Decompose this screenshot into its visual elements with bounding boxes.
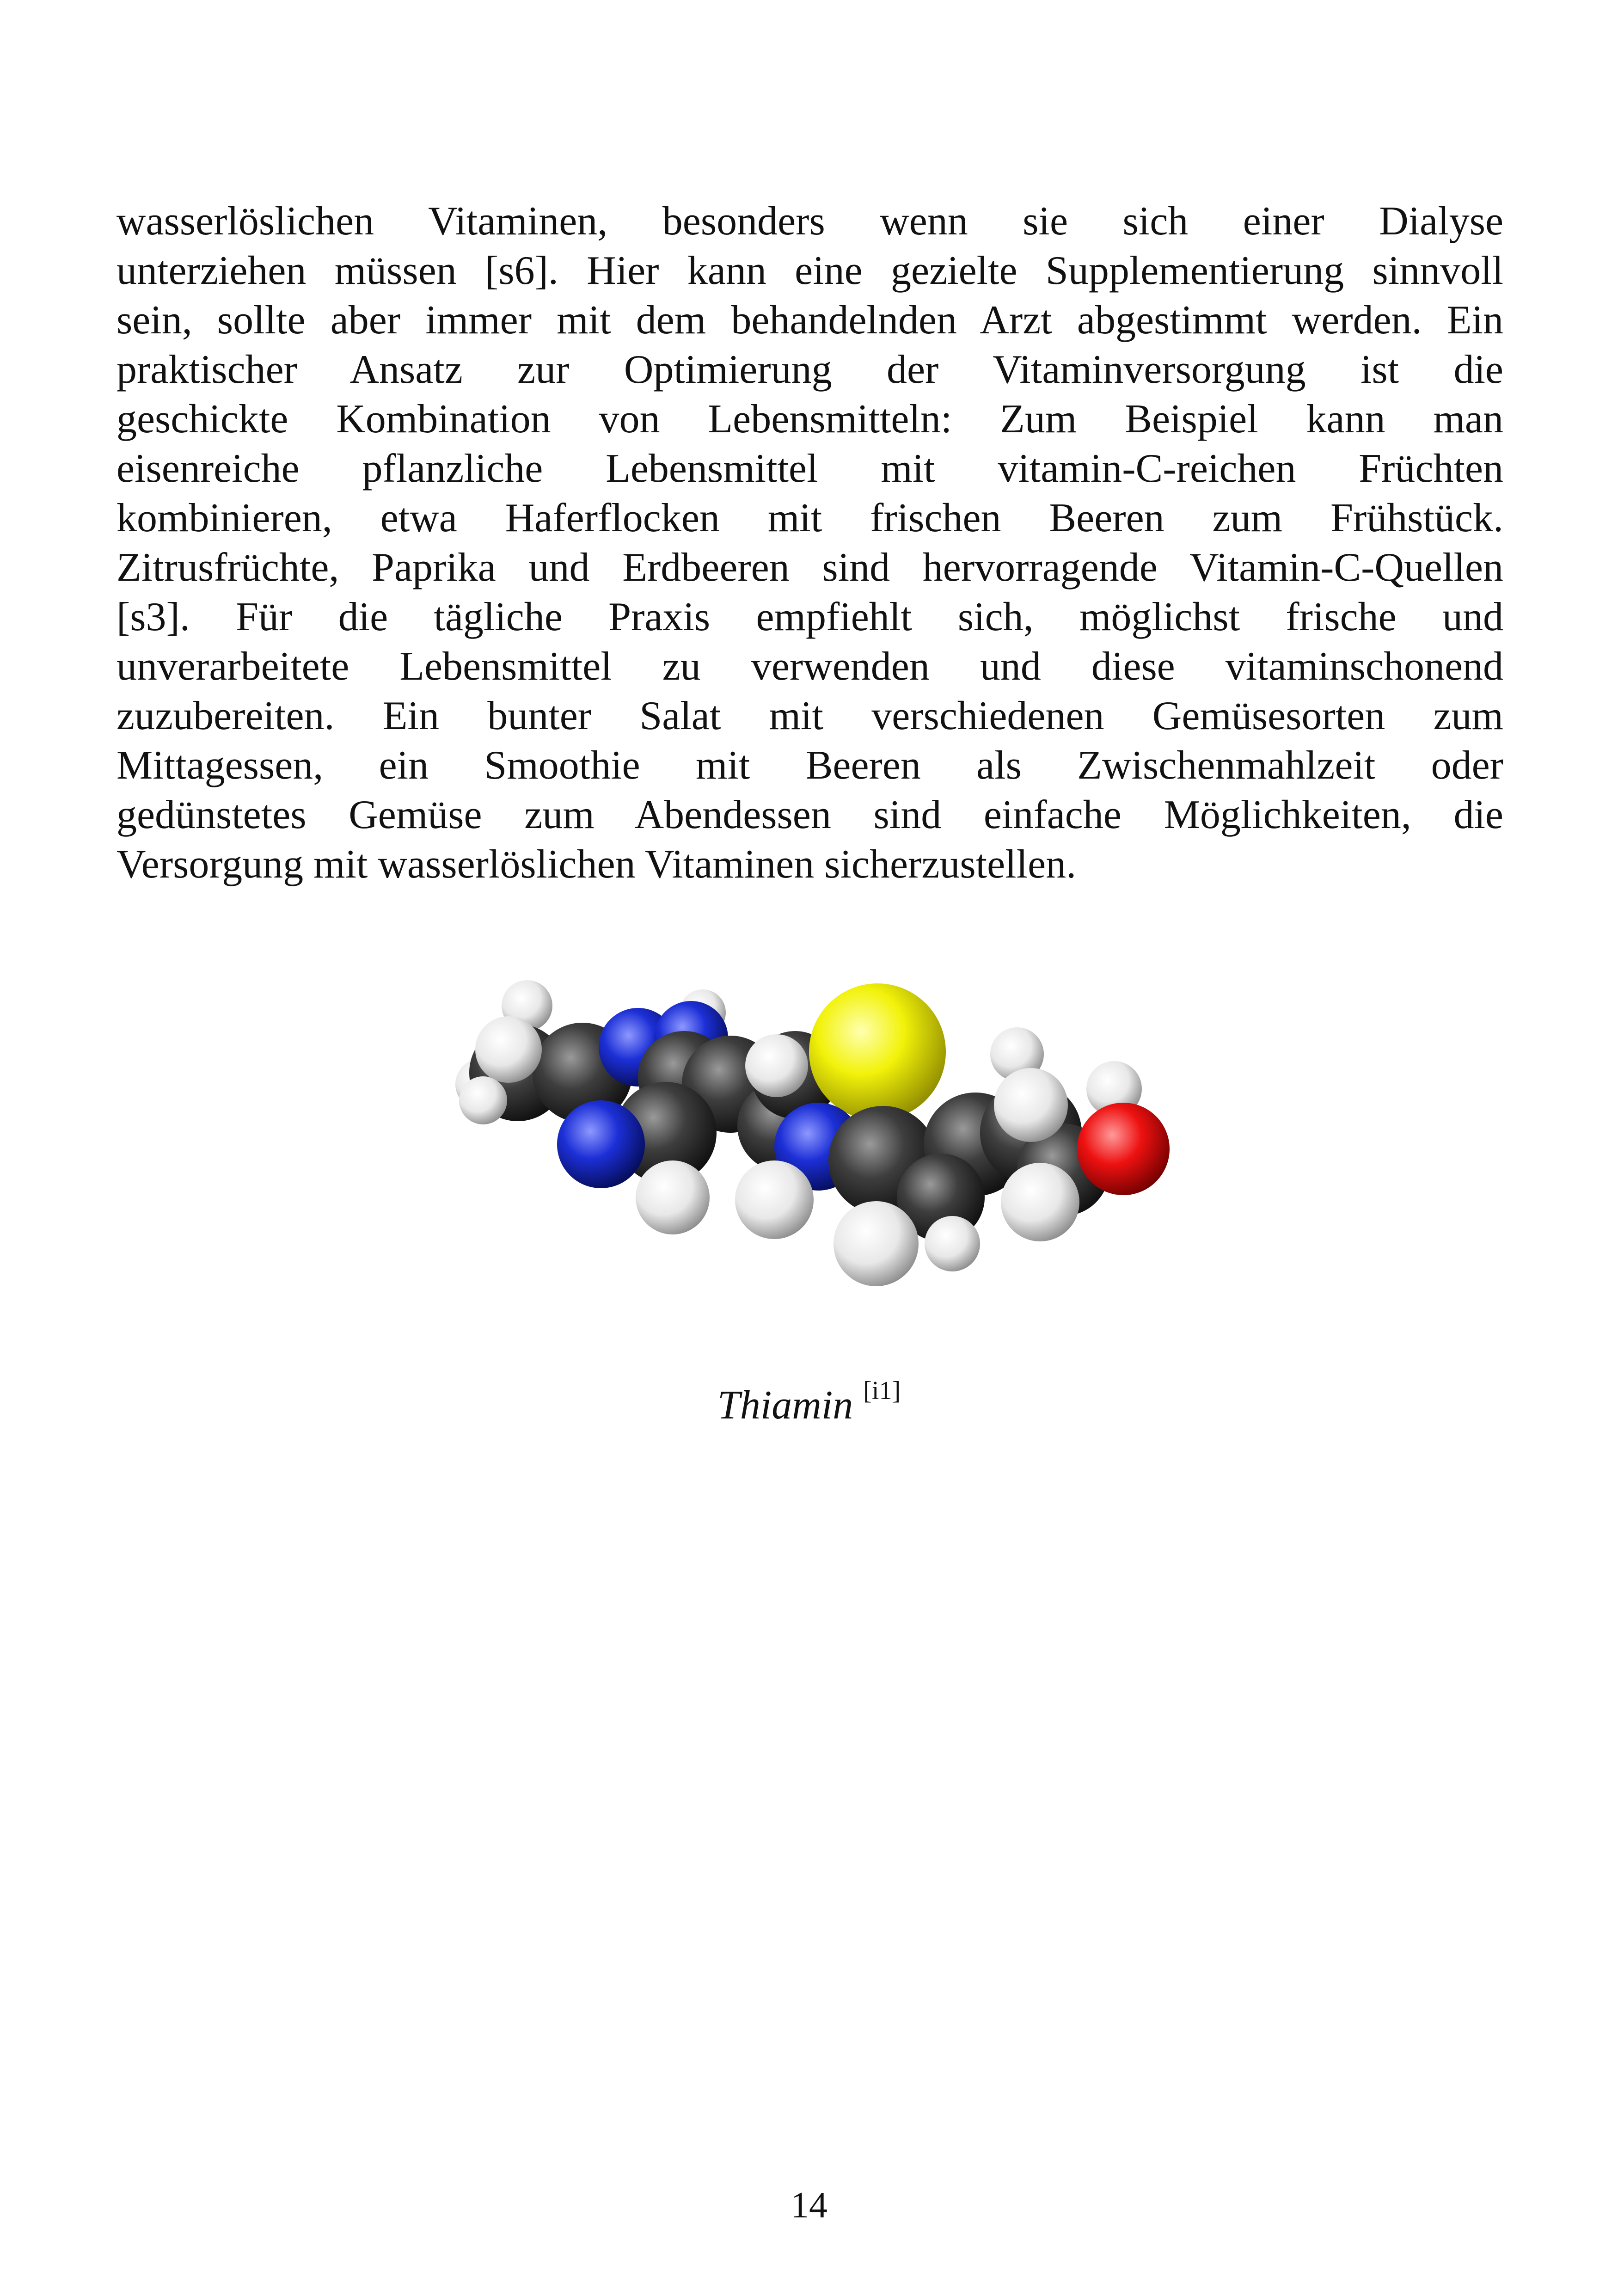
hydrogen-atom — [1001, 1163, 1079, 1241]
text-line: zuzubereiten. Ein bunter Salat mit verschiedenen Gemüsesorten zum — [116, 694, 1503, 738]
text-line: [s3]. Für die tägliche Praxis empfiehlt sich, möglichst frische und — [116, 595, 1503, 639]
text-line: sein, sollte aber immer mit dem behandelnden Arzt abgestimmt werden. Ein — [116, 298, 1503, 343]
text-line: praktischer Ansatz zur Optimierung der Vitaminversorgung ist die — [116, 347, 1503, 392]
text-line: geschickte Kombination von Lebensmitteln: Zum Beispiel kann man — [116, 397, 1503, 442]
hydrogen-atom — [459, 1076, 507, 1124]
thiamin-molecule-figure — [444, 966, 1174, 1327]
text-line: kombinieren, etwa Haferflocken mit frischen Beeren zum Frühstück. — [116, 496, 1503, 540]
hydrogen-atom — [994, 1068, 1068, 1142]
thiamin-space-filling-model — [444, 966, 1174, 1327]
text-line: Versorgung mit wasserlöslichen Vitaminen sicherzustellen. — [116, 842, 1077, 887]
sulfur-atom — [809, 983, 946, 1120]
text-line: gedünstetes Gemüse zum Abendessen sind einfache Möglichkeiten, die — [116, 792, 1503, 837]
page-number: 14 — [791, 2185, 827, 2226]
hydrogen-atom — [636, 1160, 710, 1234]
figure-caption — [0, 1376, 1618, 1436]
oxygen-atom — [1077, 1103, 1170, 1195]
nitrogen-atom — [557, 1100, 645, 1188]
text-line: Zitrusfrüchte, Paprika und Erdbeeren sind hervorragende Vitamin-C-Quellen — [116, 545, 1503, 590]
caption-title: Thiamin — [717, 1383, 853, 1428]
text-line: Mittagessen, ein Smoothie mit Beeren als Zwischenmahlzeit oder — [116, 743, 1503, 788]
body-paragraph — [116, 196, 1503, 889]
caption-reference: [i1] — [863, 1376, 901, 1405]
hydrogen-atom — [475, 1016, 542, 1083]
hydrogen-atom — [735, 1160, 814, 1239]
hydrogen-atom — [745, 1034, 808, 1097]
text-line: wasserlöslichen Vitaminen, besonders wenn sie sich einer Dialyse — [116, 199, 1503, 244]
hydrogen-atom — [834, 1201, 919, 1286]
hydrogen-atom — [925, 1216, 980, 1271]
text-line: unterziehen müssen [s6]. Hier kann eine gezielte Supplementierung sinnvoll — [116, 248, 1503, 293]
text-line: unverarbeitete Lebensmittel zu verwenden und diese vitaminschonend — [116, 644, 1503, 689]
text-line: eisenreiche pflanzliche Lebensmittel mit vitamin-C-reichen Früchten — [116, 446, 1503, 491]
